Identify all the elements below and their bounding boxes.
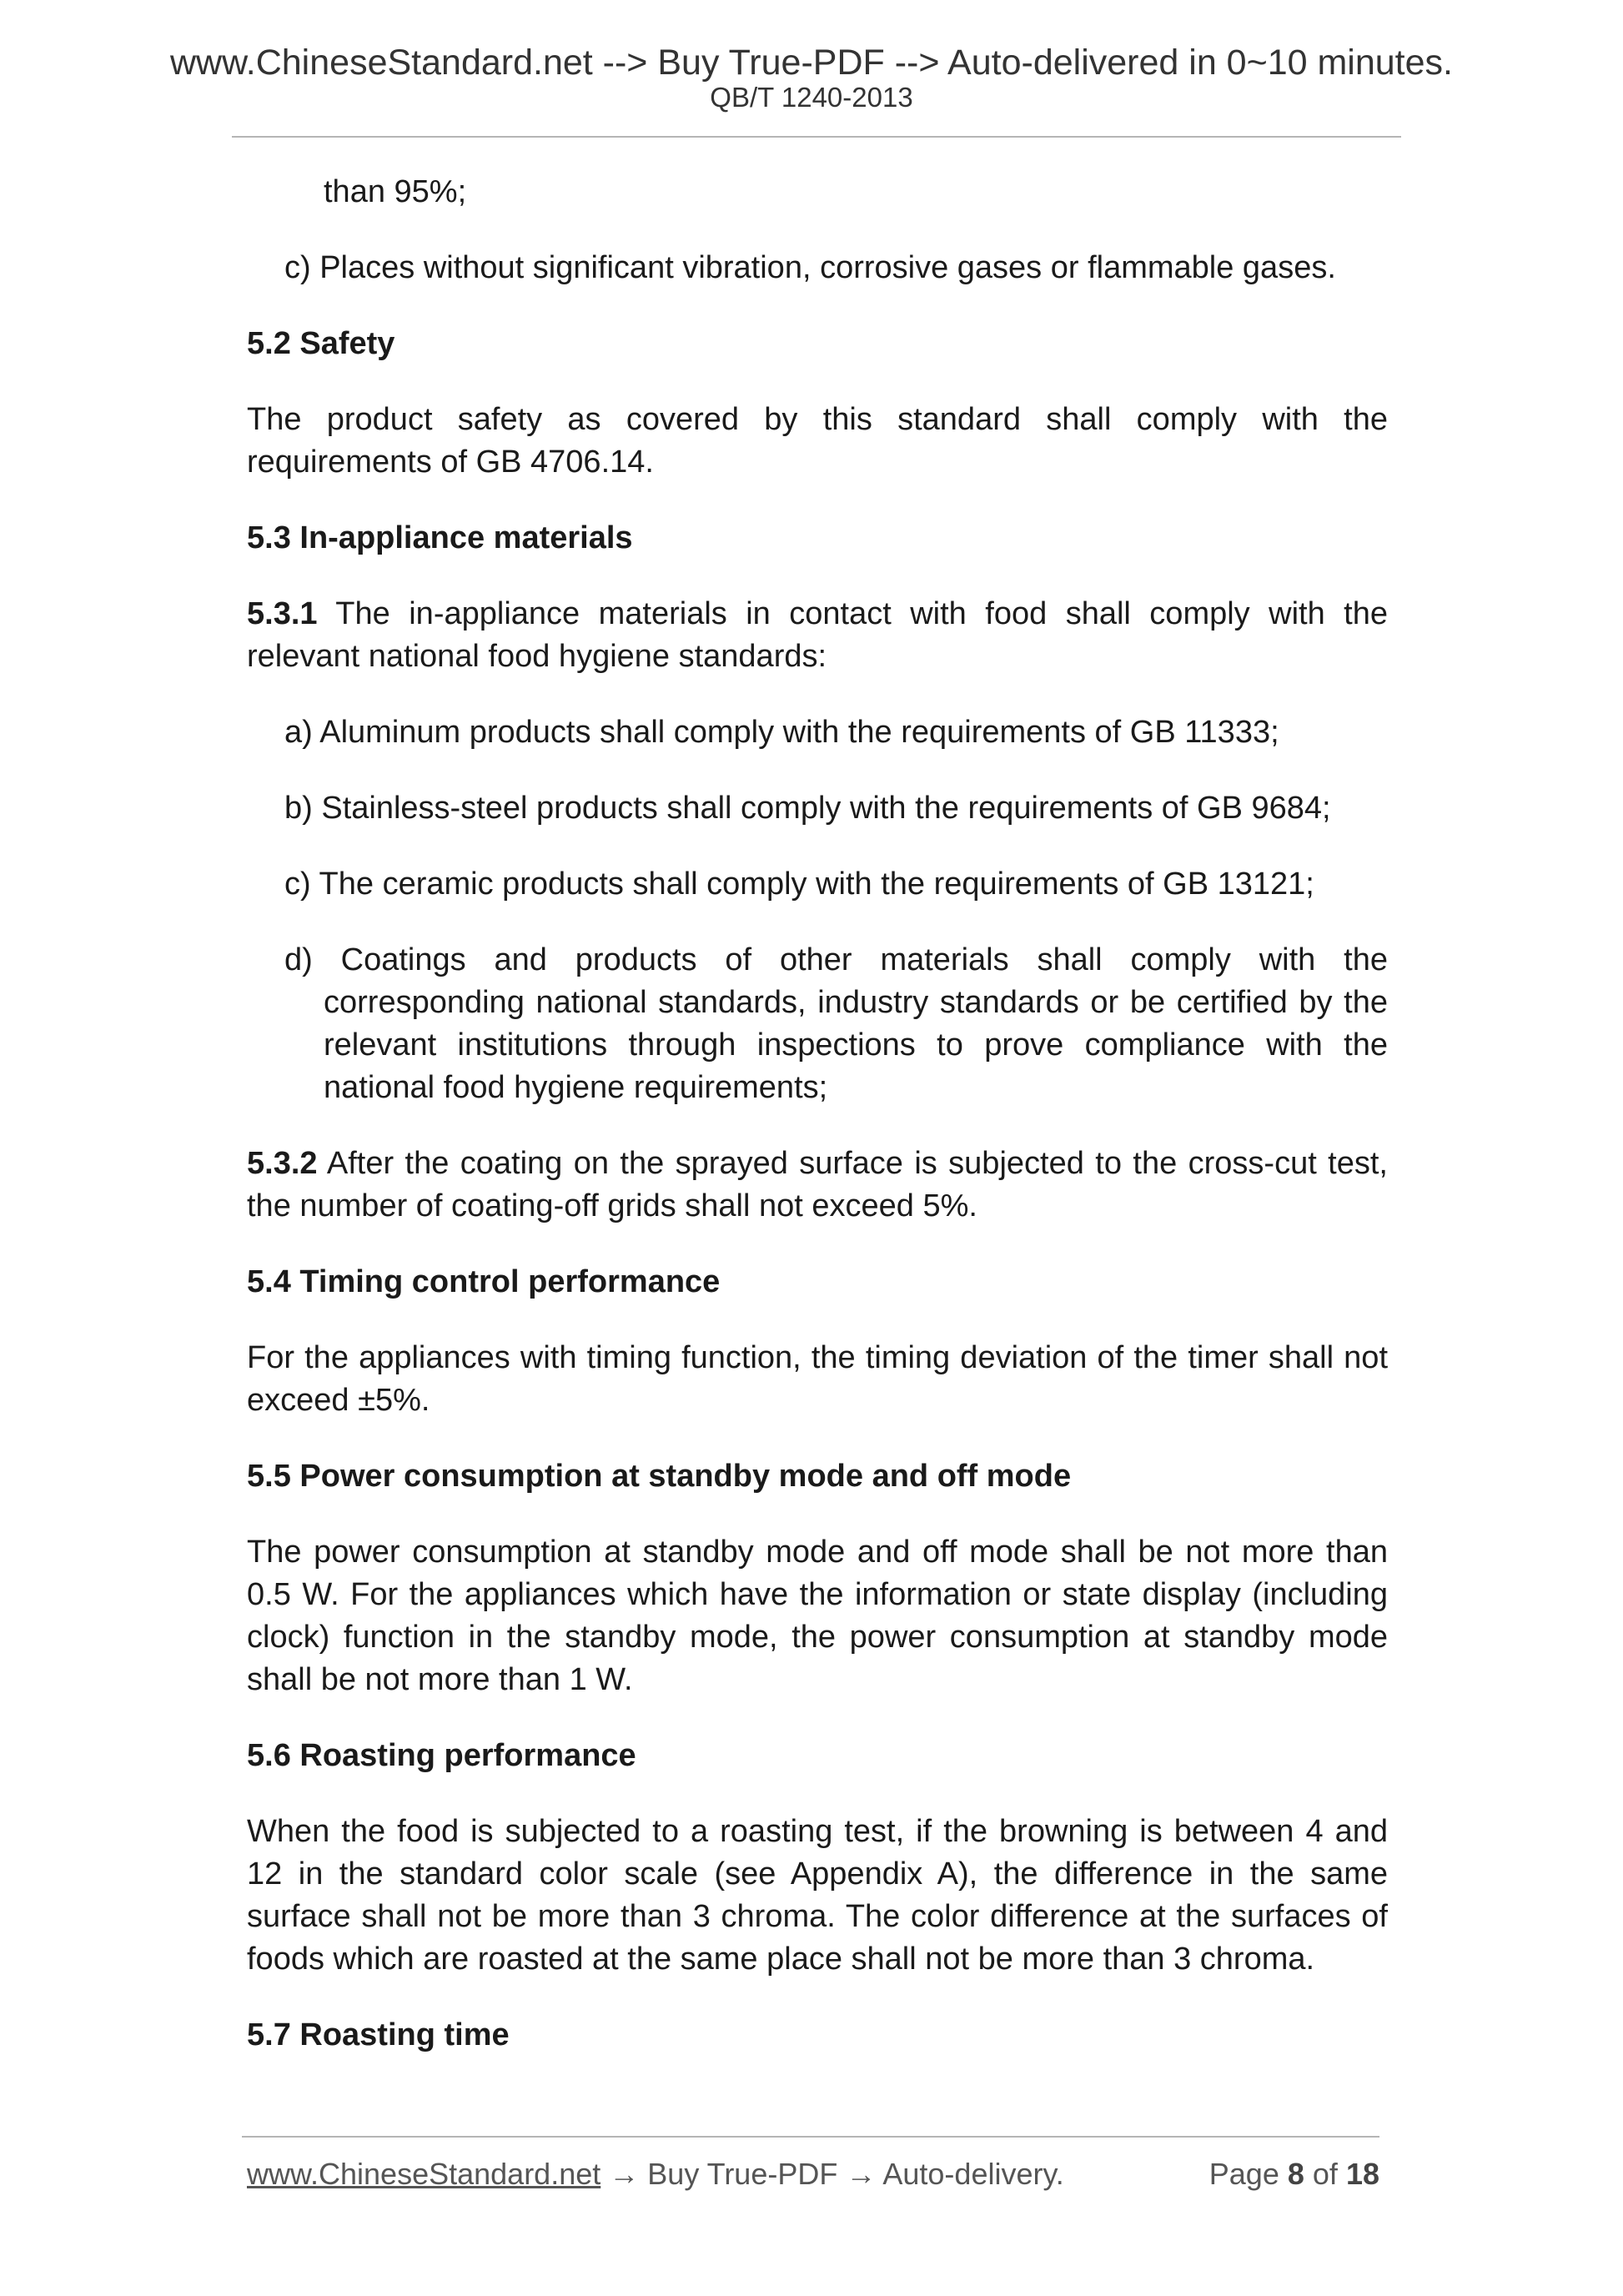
section-heading-5-6: 5.6 Roasting performance [247,1738,636,1773]
delivery-text: Auto-delivery. [882,2157,1064,2191]
buy-text: Buy True-PDF [647,2157,838,2191]
list-item: b) Stainless-steel products shall comply with the requirements of GB 9684; [284,791,1331,826]
of-label: of [1312,2157,1338,2191]
document-code: QB/T 1240-2013 [710,82,913,113]
header-divider [232,136,1401,138]
page-label: Page [1208,2157,1279,2191]
section-heading-5-5: 5.5 Power consumption at standby mode and off mode [247,1459,1072,1494]
site-link[interactable]: www.ChineseStandard.net [247,2157,601,2191]
list-item: c) Places without significant vibration, corrosive gases or flammable gases. [284,250,1336,285]
footer-links [247,2154,1064,2194]
continued-text: than 95%; [324,174,467,209]
footer-divider [242,2136,1379,2138]
clause-5-3-2 [247,1143,1388,1228]
site-banner: www.ChineseStandard.net --> Buy True-PDF --> Auto-delivered in 0~10 minutes. [169,43,1453,83]
list-item: c) The ceramic products shall comply with the requirements of GB 13121; [284,867,1314,902]
page-number: 8 [1287,2157,1304,2191]
list-item: d) Coatings and products of other materials shall comply with the corresponding national standards, industry standards or be certified by the relevant institutions through inspections to prove compliance with the national food hygiene requirements; [284,942,1388,1105]
clause-number: 5.3.1 [247,596,318,631]
page-indicator [1209,2154,1379,2194]
section-text-5-6: When the food is subjected to a roasting test, if the browning is between 4 and 12 in the standard color scale (see Appendix A), the difference in the same surface shall not be more than 3 chroma. The color difference at the surfaces of foods which are roasted at the same place shall not be more than 3 chroma. [247,1814,1388,1977]
list-item: a) Aluminum products shall comply with the requirements of GB 11333; [284,715,1279,750]
page-footer [247,2154,1379,2194]
arrow-right-icon: → [846,2157,877,2191]
section-text-5-5: The power consumption at standby mode and off mode shall be not more than 0.5 W. For the appliances which have the information or state display (including clock) function in the standby mode, the power consumption at standby mode shall be not more than 1 W. [247,1535,1388,1697]
page-total: 18 [1345,2157,1379,2191]
clause-text: After the coating on the sprayed surface is subjected to the cross-cut test, the number of coating-off grids shall not exceed 5%. [247,1146,1388,1223]
clause-5-3-1 [247,593,1388,678]
clause-text: The in-appliance materials in contact with food shall comply with the relevant national food hygiene standards: [247,596,1388,674]
section-text-5-2: The product safety as covered by this standard shall comply with the requirements of GB 4706.14. [247,402,1388,480]
section-heading-5-2: 5.2 Safety [247,326,395,361]
section-heading-5-7: 5.7 Roasting time [247,2017,510,2052]
clause-number: 5.3.2 [247,1146,318,1181]
arrow-right-icon: → [609,2157,640,2191]
page-content [247,171,1388,2057]
section-text-5-4: For the appliances with timing function, the timing deviation of the timer shall not exceed ±5%. [247,1340,1388,1418]
section-heading-5-3: 5.3 In-appliance materials [247,520,633,555]
section-heading-5-4: 5.4 Timing control performance [247,1264,721,1299]
